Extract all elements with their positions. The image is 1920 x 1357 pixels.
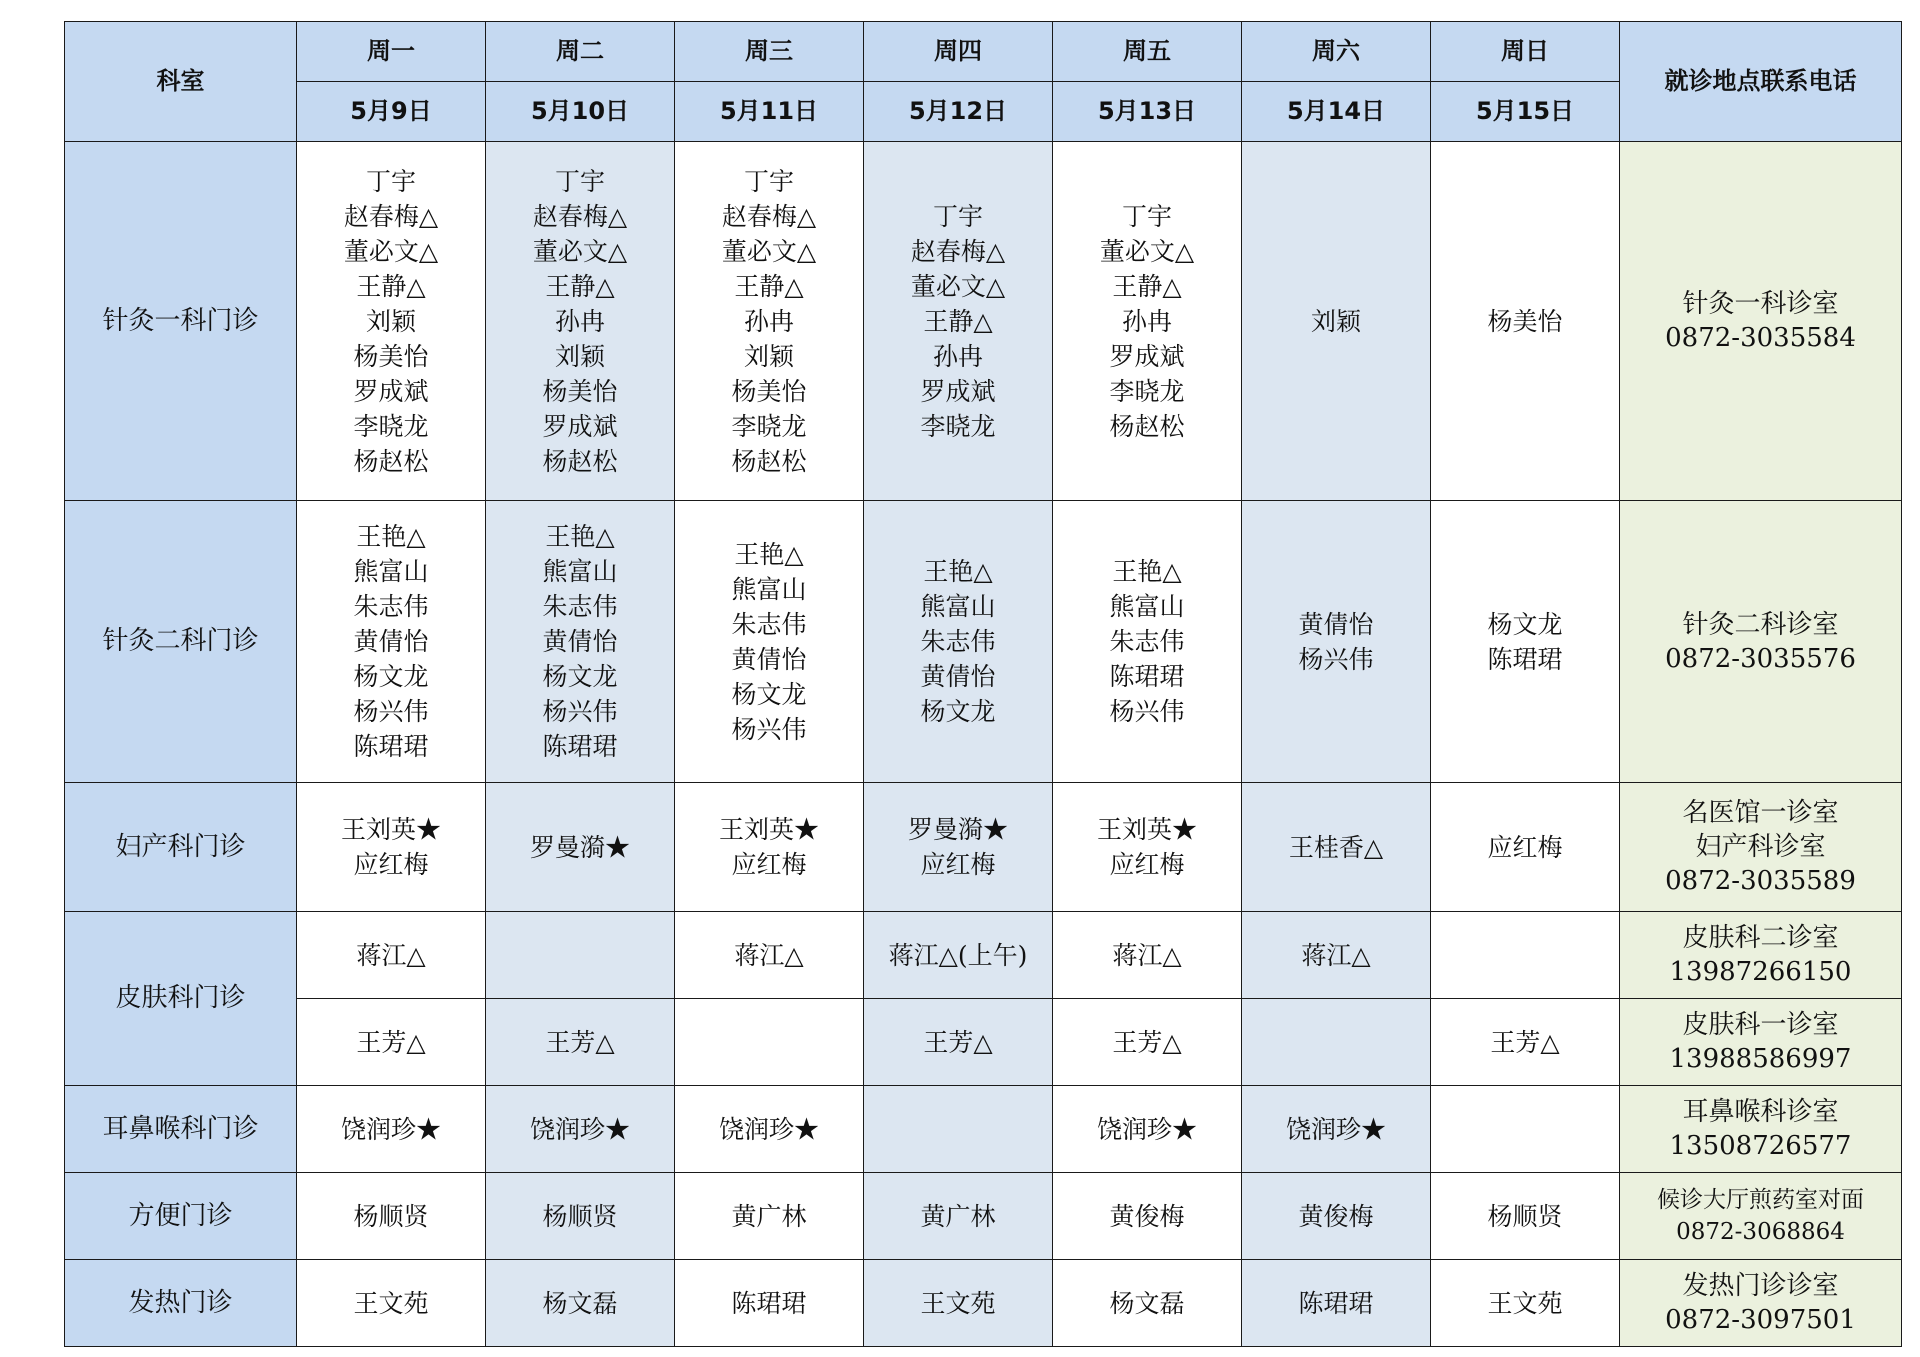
schedule-cell (1431, 142, 1620, 501)
doctor-name: 杨美怡 (731, 376, 807, 406)
doctor-name: 黄倩怡 (542, 627, 618, 656)
schedule-cell (486, 501, 675, 783)
doctor-name: 罗成斌 (1109, 341, 1185, 371)
doctor-name: 丁宇 (932, 201, 983, 231)
location-contact (1620, 912, 1902, 999)
doctor-name: 王桂香△ (1288, 832, 1384, 862)
schedule-cell (1242, 1086, 1431, 1173)
schedule-cell (675, 501, 864, 783)
phone-number: 0872-3035584 (1665, 323, 1856, 353)
doctor-name: 蒋江△ (1112, 940, 1182, 970)
doctor-name: 蒋江△ (734, 940, 804, 970)
schedule-cell (675, 912, 864, 999)
phone-number: 0872-3068864 (1676, 1219, 1845, 1245)
doctor-name: 王文苑 (353, 1288, 429, 1318)
location-name: 发热门诊诊室 (1682, 1271, 1839, 1301)
doctor-name: 饶润珍★ (1285, 1114, 1386, 1144)
schedule-cell (1242, 912, 1431, 999)
doctor-name: 孙冉 (932, 341, 983, 371)
row-dermatology-2 (65, 912, 1902, 999)
location-name: 候诊大厅煎药室对面 (1657, 1187, 1864, 1213)
doctor-name: 应红梅 (1487, 832, 1563, 862)
doctor-name: 黄倩怡 (1298, 609, 1374, 639)
dept-name: 针灸二科门诊 (65, 501, 297, 783)
doctor-name: 王芳△ (1112, 1027, 1182, 1057)
doctor-name: 杨文龙 (731, 679, 807, 709)
row-convenience (65, 1173, 1902, 1260)
doctor-name: 丁宇 (365, 166, 416, 196)
date-header: 5月10日 (486, 82, 675, 142)
dept-name: 耳鼻喉科门诊 (65, 1086, 297, 1173)
schedule-cell (1242, 142, 1431, 501)
schedule-cell (486, 999, 675, 1086)
doctor-name: 杨文磊 (1109, 1288, 1185, 1318)
doctor-name: 应红梅 (920, 850, 996, 879)
doctor-name: 王艳△ (356, 522, 426, 551)
doctor-name: 王艳△ (923, 557, 993, 586)
dept-column-header: 科室 (65, 22, 297, 142)
doctor-name: 蒋江△ (356, 940, 426, 970)
phone-number: 13508726577 (1669, 1131, 1852, 1161)
doctor-name: 熊富山 (731, 574, 807, 604)
row-acupuncture-1 (65, 142, 1902, 501)
schedule-cell (864, 999, 1053, 1086)
doctor-name: 王艳△ (545, 522, 615, 551)
schedule-cell (486, 1173, 675, 1260)
doctor-name: 刘颖 (1310, 306, 1361, 336)
doctor-name: 杨美怡 (1487, 306, 1563, 336)
location-name: 耳鼻喉科诊室 (1682, 1097, 1839, 1127)
phone-number: 0872-3097501 (1665, 1305, 1856, 1335)
doctor-name: 黄广林 (920, 1201, 996, 1231)
schedule-cell (486, 142, 675, 501)
doctor-name: 王芳△ (923, 1027, 993, 1057)
schedule-cell (1242, 999, 1431, 1086)
doctor-name: 杨顺贤 (542, 1201, 618, 1231)
doctor-name: 朱志伟 (1109, 627, 1185, 656)
schedule-cell (297, 912, 486, 999)
doctor-name: 李晓龙 (353, 411, 429, 441)
doctor-name: 熊富山 (1109, 592, 1185, 621)
schedule-cell (864, 1086, 1053, 1173)
doctor-name: 董必文△ (532, 236, 628, 266)
schedule-cell (864, 501, 1053, 783)
schedule-cell (1431, 1086, 1620, 1173)
doctor-name: 黄广林 (731, 1201, 807, 1231)
location-name: 皮肤科二诊室 (1682, 923, 1839, 953)
clinic-schedule-table (64, 21, 1902, 1347)
row-dermatology-1 (65, 999, 1902, 1086)
doctor-name: 黄俊梅 (1298, 1201, 1374, 1231)
schedule-cell (864, 1260, 1053, 1347)
schedule-cell (1053, 501, 1242, 783)
schedule-cell (675, 1086, 864, 1173)
schedule-cell (1053, 1260, 1242, 1347)
location-name: 名医馆一诊室 (1682, 798, 1839, 828)
schedule-cell (675, 783, 864, 912)
doctor-name: 罗成斌 (920, 376, 996, 406)
doctor-name: 陈珺珺 (1487, 644, 1563, 674)
doctor-name: 陈珺珺 (731, 1288, 807, 1318)
contact-column-header: 就诊地点联系电话 (1620, 22, 1902, 142)
doctor-name: 应红梅 (1109, 850, 1185, 879)
dept-name: 方便门诊 (65, 1173, 297, 1260)
doctor-name: 黄俊梅 (1109, 1201, 1185, 1231)
schedule-cell (297, 501, 486, 783)
doctor-name: 杨顺贤 (353, 1201, 429, 1231)
schedule-cell (1053, 912, 1242, 999)
phone-number: 0872-3035589 (1665, 866, 1856, 896)
schedule-cell (297, 142, 486, 501)
doctor-name: 王芳△ (545, 1027, 615, 1057)
doctor-name: 杨文龙 (1487, 609, 1563, 639)
doctor-name: 王文苑 (920, 1288, 996, 1318)
doctor-name: 王静△ (1112, 271, 1182, 301)
schedule-cell (486, 1260, 675, 1347)
doctor-name: 应红梅 (353, 850, 429, 879)
schedule-cell (297, 1086, 486, 1173)
doctor-name: 董必文△ (721, 236, 817, 266)
doctor-name: 朱志伟 (920, 627, 996, 656)
location-contact (1620, 1260, 1902, 1347)
schedule-cell (864, 783, 1053, 912)
location-name: 针灸二科诊室 (1682, 609, 1839, 640)
doctor-name: 李晓龙 (1109, 376, 1185, 406)
doctor-name: 刘颖 (743, 341, 794, 371)
schedule-cell (297, 1173, 486, 1260)
weekday-header: 周四 (864, 22, 1053, 82)
doctor-name: 饶润珍★ (340, 1114, 441, 1144)
weekday-header: 周一 (297, 22, 486, 82)
doctor-name: 丁宇 (554, 166, 605, 196)
dept-name: 妇产科门诊 (65, 783, 297, 912)
doctor-name: 杨文龙 (542, 662, 618, 691)
doctor-name: 饶润珍★ (529, 1114, 630, 1144)
doctor-name: 黄倩怡 (731, 644, 807, 674)
doctor-name: 王静△ (545, 271, 615, 301)
doctor-name: 王艳△ (1112, 557, 1182, 586)
doctor-name: 李晓龙 (920, 411, 996, 441)
phone-number: 0872-3035576 (1665, 643, 1856, 674)
doctor-name: 熊富山 (542, 557, 618, 586)
schedule-cell (1053, 1086, 1242, 1173)
doctor-name: 杨顺贤 (1487, 1201, 1563, 1231)
doctor-name: 杨赵松 (1109, 411, 1185, 441)
doctor-name: 杨美怡 (353, 341, 429, 371)
doctor-name: 丁宇 (1121, 201, 1172, 231)
doctor-name: 罗成斌 (353, 376, 429, 406)
schedule-cell (1053, 142, 1242, 501)
doctor-name: 王刘英★ (718, 815, 819, 844)
doctor-name: 丁宇 (743, 166, 794, 196)
doctor-name: 赵春梅△ (721, 201, 817, 231)
doctor-name: 蒋江△(上午) (888, 940, 1028, 970)
schedule-cell (864, 1173, 1053, 1260)
doctor-name: 杨文磊 (542, 1288, 618, 1318)
doctor-name: 杨兴伟 (542, 697, 618, 726)
doctor-name: 董必文△ (1099, 236, 1195, 266)
weekday-header: 周三 (675, 22, 864, 82)
schedule-cell (1242, 783, 1431, 912)
location-contact (1620, 1086, 1902, 1173)
schedule-cell (864, 912, 1053, 999)
date-header: 5月13日 (1053, 82, 1242, 142)
doctor-name: 杨赵松 (542, 446, 618, 476)
date-header: 5月15日 (1431, 82, 1620, 142)
weekday-header: 周五 (1053, 22, 1242, 82)
date-header: 5月9日 (297, 82, 486, 142)
doctor-name: 杨兴伟 (731, 714, 807, 744)
doctor-name: 王艳△ (734, 539, 804, 569)
location-contact (1620, 501, 1902, 783)
doctor-name: 孙冉 (743, 306, 794, 336)
schedule-cell (675, 1260, 864, 1347)
dept-name: 皮肤科门诊 (65, 912, 297, 1086)
doctor-name: 黄倩怡 (353, 627, 429, 656)
doctor-name: 陈珺珺 (542, 732, 618, 761)
doctor-name: 李晓龙 (731, 411, 807, 441)
schedule-cell (864, 142, 1053, 501)
doctor-name: 王刘英★ (1096, 815, 1197, 844)
doctor-name: 朱志伟 (353, 592, 429, 621)
doctor-name: 罗曼漪★ (907, 815, 1008, 844)
schedule-cell (1053, 1173, 1242, 1260)
schedule-cell (1053, 999, 1242, 1086)
doctor-name: 杨文龙 (353, 662, 429, 691)
doctor-name: 王静△ (356, 271, 426, 301)
schedule-cell (1242, 1260, 1431, 1347)
location-contact (1620, 1173, 1902, 1260)
doctor-name: 杨兴伟 (353, 697, 429, 726)
doctor-name: 孙冉 (1121, 306, 1172, 336)
schedule-cell (297, 1260, 486, 1347)
doctor-name: 陈珺珺 (1298, 1288, 1374, 1318)
location-contact (1620, 999, 1902, 1086)
weekday-header: 周日 (1431, 22, 1620, 82)
schedule-cell (297, 783, 486, 912)
doctor-name: 赵春梅△ (532, 201, 628, 231)
schedule-cell (1431, 501, 1620, 783)
doctor-name: 陈珺珺 (1109, 662, 1185, 691)
doctor-name: 王文苑 (1487, 1288, 1563, 1318)
row-fever (65, 1260, 1902, 1347)
location-contact (1620, 783, 1902, 912)
doctor-name: 王静△ (923, 306, 993, 336)
doctor-name: 朱志伟 (731, 609, 807, 639)
location-name: 妇产科诊室 (1695, 832, 1826, 862)
date-header: 5月14日 (1242, 82, 1431, 142)
doctor-name: 罗曼漪★ (529, 832, 630, 862)
doctor-name: 杨赵松 (731, 446, 807, 476)
schedule-cell (1431, 999, 1620, 1086)
row-gynecology (65, 783, 1902, 912)
schedule-cell (486, 783, 675, 912)
doctor-name: 孙冉 (554, 306, 605, 336)
doctor-name: 杨赵松 (353, 446, 429, 476)
location-name: 皮肤科一诊室 (1682, 1010, 1839, 1040)
doctor-name: 朱志伟 (542, 592, 618, 621)
schedule-cell (1431, 1173, 1620, 1260)
weekday-header: 周二 (486, 22, 675, 82)
schedule-cell (1242, 1173, 1431, 1260)
doctor-name: 王刘英★ (340, 815, 441, 844)
row-ent (65, 1086, 1902, 1173)
doctor-name: 赵春梅△ (343, 201, 439, 231)
doctor-name: 赵春梅△ (910, 236, 1006, 266)
schedule-cell (675, 999, 864, 1086)
schedule-cell (675, 142, 864, 501)
location-name: 针灸一科诊室 (1682, 289, 1839, 319)
doctor-name: 蒋江△ (1301, 940, 1371, 970)
doctor-name: 王芳△ (356, 1027, 426, 1057)
doctor-name: 陈珺珺 (353, 732, 429, 761)
doctor-name: 饶润珍★ (718, 1114, 819, 1144)
doctor-name: 杨文龙 (920, 697, 996, 726)
phone-number: 13987266150 (1669, 957, 1852, 987)
schedule-cell (1242, 501, 1431, 783)
doctor-name: 杨兴伟 (1109, 697, 1185, 726)
schedule-cell (675, 1173, 864, 1260)
schedule-cell (486, 1086, 675, 1173)
doctor-name: 熊富山 (353, 557, 429, 586)
doctor-name: 应红梅 (731, 850, 807, 879)
schedule-cell (297, 999, 486, 1086)
doctor-name: 王芳△ (1490, 1027, 1560, 1057)
schedule-cell (1053, 783, 1242, 912)
doctor-name: 王静△ (734, 271, 804, 301)
doctor-name: 杨兴伟 (1298, 644, 1374, 674)
weekday-header-row (65, 22, 1902, 82)
doctor-name: 熊富山 (920, 592, 996, 621)
weekday-header: 周六 (1242, 22, 1431, 82)
dept-name: 发热门诊 (65, 1260, 297, 1347)
doctor-name: 刘颖 (554, 341, 605, 371)
schedule-cell (1431, 1260, 1620, 1347)
date-header: 5月11日 (675, 82, 864, 142)
schedule-cell (1431, 912, 1620, 999)
row-acupuncture-2 (65, 501, 1902, 783)
date-header: 5月12日 (864, 82, 1053, 142)
phone-number: 13988586997 (1669, 1044, 1852, 1074)
doctor-name: 黄倩怡 (920, 662, 996, 691)
doctor-name: 杨美怡 (542, 376, 618, 406)
doctor-name: 董必文△ (343, 236, 439, 266)
dept-name: 针灸一科门诊 (65, 142, 297, 501)
schedule-cell (1431, 783, 1620, 912)
schedule-cell (486, 912, 675, 999)
doctor-name: 饶润珍★ (1096, 1114, 1197, 1144)
doctor-name: 罗成斌 (542, 411, 618, 441)
doctor-name: 刘颖 (365, 306, 416, 336)
doctor-name: 董必文△ (910, 271, 1006, 301)
location-contact (1620, 142, 1902, 501)
